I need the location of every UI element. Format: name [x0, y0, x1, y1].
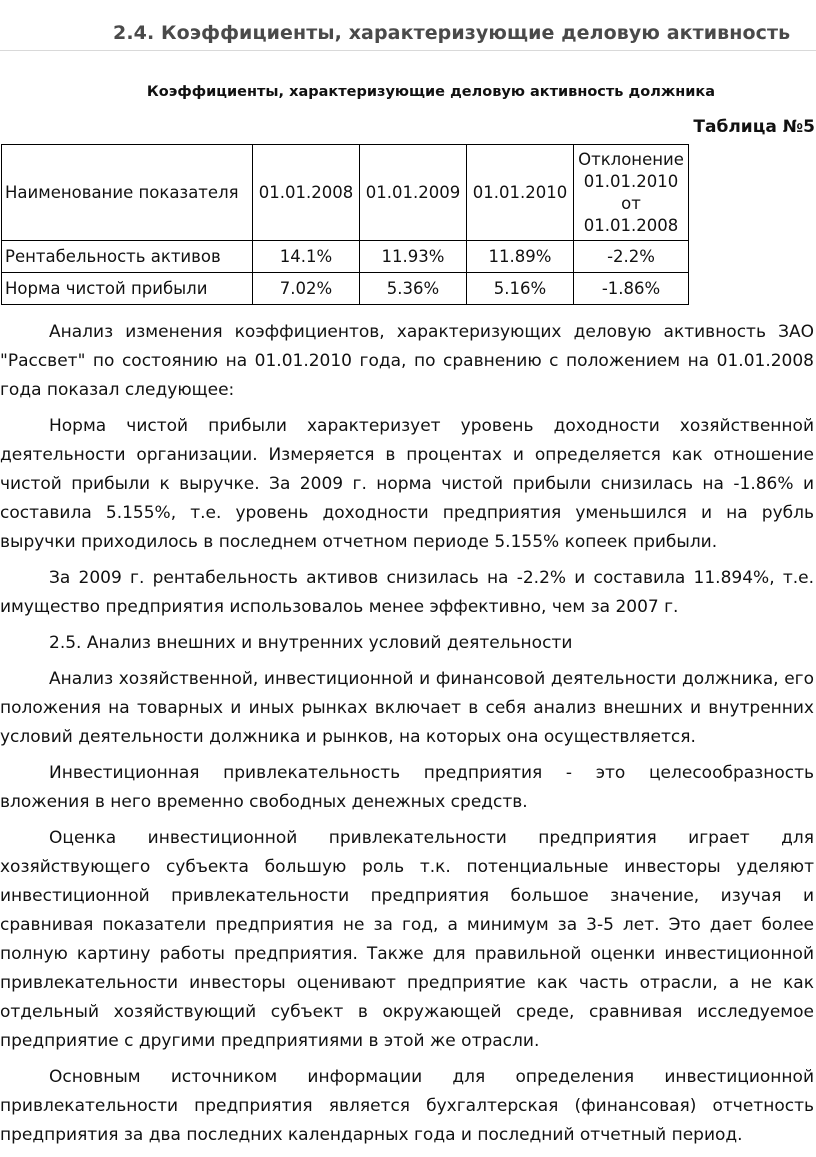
cell-value: 11.93% — [360, 241, 467, 273]
cell-deviation: -1.86% — [574, 273, 689, 305]
header-indicator-name: Наименование показателя — [2, 145, 253, 241]
cell-deviation: -2.2% — [574, 241, 689, 273]
cell-value: 11.89% — [467, 241, 574, 273]
body-text — [0, 318, 814, 1157]
table-title: Коэффициенты, характеризующие деловую активность должника — [146, 84, 716, 100]
cell-indicator: Рентабельность активов — [2, 241, 253, 273]
header-date-2010: 01.01.2010 — [467, 145, 574, 241]
paragraph-investment-attractiveness: Инвестиционная привлекательность предприятия - это целесообразность вложения в него временно свободных денежных средств. — [0, 763, 814, 812]
table-row — [2, 273, 689, 305]
table-number: Таблица №5 — [693, 117, 815, 137]
cell-value: 5.36% — [360, 273, 467, 305]
paragraph-net-margin: Норма чистой прибыли характеризует уровень доходности хозяйственной деятельности организации. Измеряется в процентах и определяется как отношение чистой прибыли к выручке. За 2009 г. норма чистой прибыли снизилась на -1.86% и составила 5.155%, т.е. уровень доходности предприятия уменьшился и на рубль выручки приходилось в последнем отчетном периоде 5.155% копеек прибыли. — [0, 416, 814, 552]
cell-value: 14.1% — [253, 241, 360, 273]
paragraph-information-source: Основным источником информации для определения инвестиционной привлекательности предприятия является бухгалтерская (финансовая) отчетность предприятия за два последних календарных года и последний отчетный период. — [0, 1067, 814, 1145]
cell-value: 7.02% — [253, 273, 360, 305]
table-header-row — [2, 145, 689, 241]
header-date-2009: 01.01.2009 — [360, 145, 467, 241]
cell-value: 5.16% — [467, 273, 574, 305]
section-header — [0, 0, 816, 51]
cell-indicator: Норма чистой прибыли — [2, 273, 253, 305]
paragraph-analysis-intro: Анализ изменения коэффициентов, характеризующих деловую активность ЗАО "Рассвет" по состоянию на 01.01.2010 года, по сравнению с положением на 01.01.2008 года показал следующее: — [0, 322, 814, 400]
header-deviation: Отклонение 01.01.2010 от 01.01.2008 — [574, 145, 689, 241]
table-row — [2, 241, 689, 273]
paragraph-activity-analysis: Анализ хозяйственной, инвестиционной и финансовой деятельности должника, его положения на товарных и иных рынках включает в себя анализ внешних и внутренних условий деятельности должника и рынков, на которых она осуществляется. — [0, 669, 814, 747]
paragraph-return-on-assets: За 2009 г. рентабельность активов снизилась на -2.2% и составила 11.894%, т.е. имущество предприятия использовалоь менее эффективно, чем за 2007 г. — [0, 568, 814, 617]
subheading-external-internal: 2.5. Анализ внешних и внутренних условий деятельности — [49, 633, 573, 653]
indicators-table — [1, 144, 689, 305]
section-heading: 2.4. Коэффициенты, характеризующие деловую активность — [113, 22, 791, 44]
paragraph-investment-assessment: Оценка инвестиционной привлекательности предприятия играет для хозяйствующего субъекта большую роль т.к. потенциальные инвесторы уделяют инвестиционной привлекательности предприятия большое значение, изучая и сравнивая показатели предприятия не за год, а минимум за 3-5 лет. Это дает более полную картину работы предприятия. Также для правильной оценки инвестиционной привлекательности инвесторы оценивают предприятие как часть отрасли, а не как отдельный хозяйствующий субъект в окружающей среде, сравнивая исследуемое предприятие с другими предприятиями в этой же отрасли. — [0, 828, 814, 1051]
header-date-2008: 01.01.2008 — [253, 145, 360, 241]
